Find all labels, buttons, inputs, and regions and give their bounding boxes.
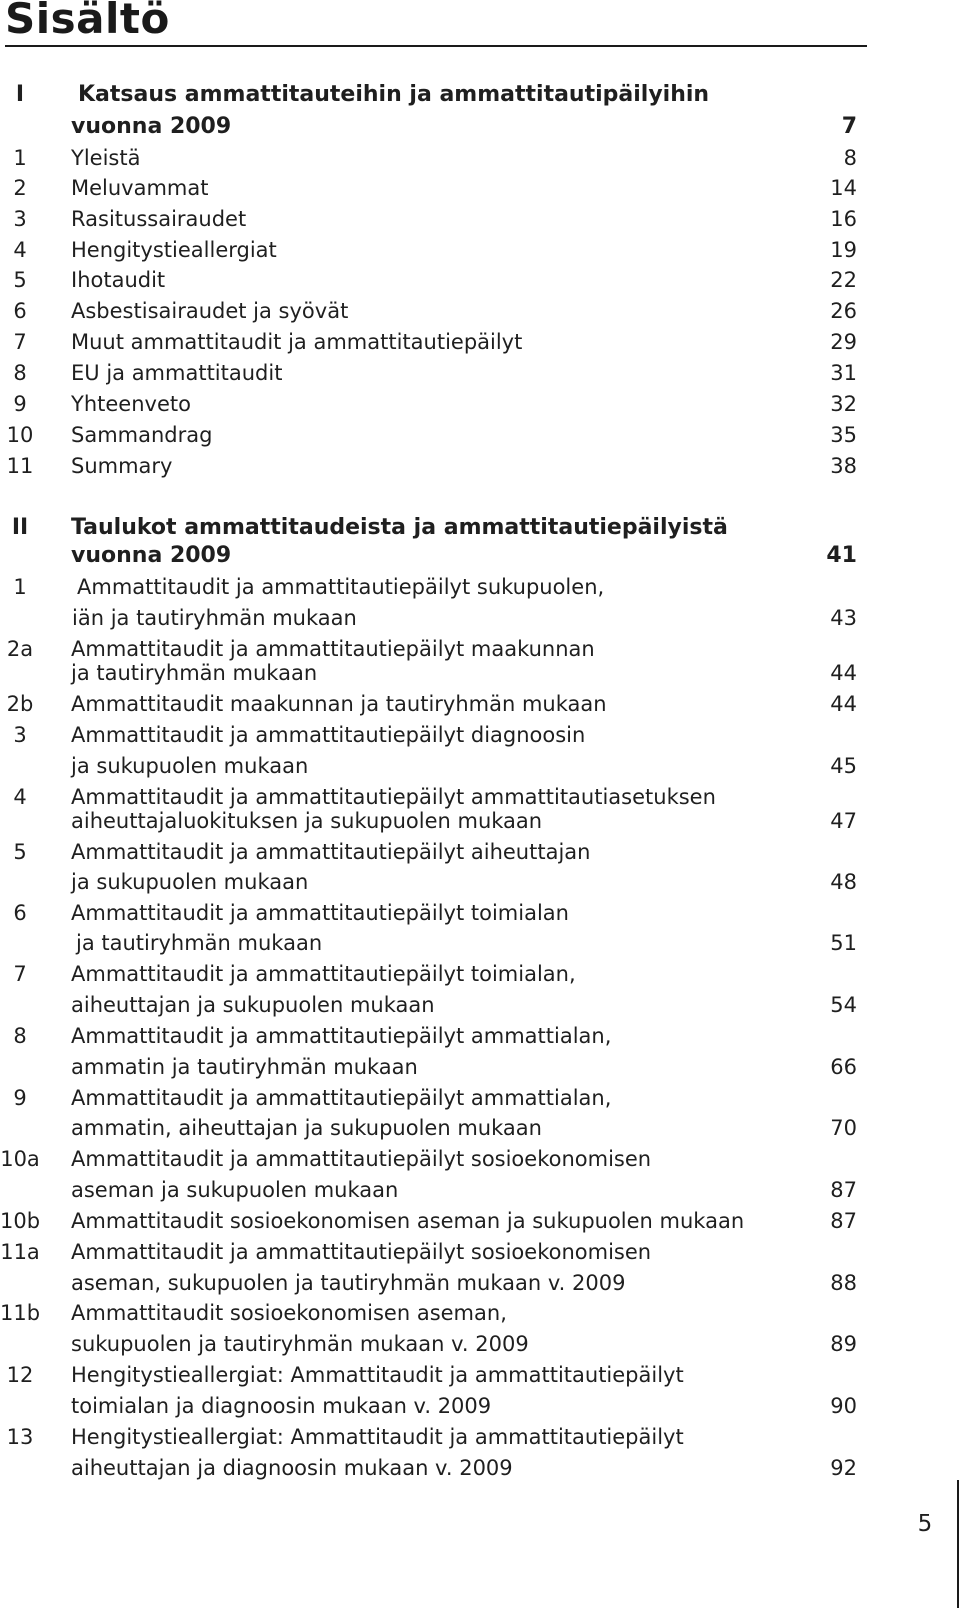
toc-entry-title: Yhteenveto bbox=[71, 392, 191, 416]
toc-entry bbox=[0, 1453, 860, 1483]
toc-entry bbox=[0, 898, 860, 928]
toc-entry-number: 10 bbox=[6, 423, 34, 447]
toc-entry-title: Sammandrag bbox=[71, 423, 213, 447]
toc-entry-title: Ammattitaudit ja ammattitautiepäilyt ammattialan, bbox=[71, 1086, 612, 1110]
toc-entry-number: 3 bbox=[13, 723, 27, 747]
toc-entry-title: ja sukupuolen mukaan bbox=[71, 870, 309, 894]
toc-entry-title: iän ja tautiryhmän mukaan bbox=[72, 606, 357, 630]
toc-entry bbox=[0, 80, 860, 110]
toc-entry bbox=[0, 265, 860, 295]
toc-entry bbox=[0, 451, 860, 481]
toc-entry-page: 31 bbox=[830, 361, 857, 385]
toc-entry-title: toimialan ja diagnoosin mukaan v. 2009 bbox=[71, 1394, 492, 1418]
toc-entry bbox=[0, 1329, 860, 1359]
toc-entry-page: 45 bbox=[830, 754, 857, 778]
toc-entry-page: 70 bbox=[830, 1116, 857, 1140]
toc-entry-number: 4 bbox=[13, 785, 27, 809]
toc-entry-page: 19 bbox=[830, 238, 857, 262]
toc-entry-title: ammatin ja tautiryhmän mukaan bbox=[71, 1055, 418, 1079]
toc-entry bbox=[0, 513, 860, 543]
toc-entry-title: Hengitystieallergiat: Ammattitaudit ja ammattitautiepäilyt bbox=[71, 1363, 684, 1387]
toc-entry bbox=[0, 327, 860, 357]
toc-entry-number: 8 bbox=[13, 361, 27, 385]
toc-entry-title: Ammattitaudit ja ammattitautiepäilyt sosioekonomisen bbox=[71, 1147, 652, 1171]
toc-entry-title: ja tautiryhmän mukaan bbox=[76, 931, 323, 955]
toc-entry bbox=[0, 112, 860, 142]
toc-entry-title: Ammattitaudit ja ammattitautiepäilyt ammattialan, bbox=[71, 1024, 612, 1048]
toc-entry-page: 43 bbox=[830, 606, 857, 630]
toc-entry bbox=[0, 572, 860, 602]
toc-entry bbox=[0, 689, 860, 719]
toc-entry-title: vuonna 2009 bbox=[71, 114, 232, 139]
toc-entry bbox=[0, 1206, 860, 1236]
toc-entry bbox=[0, 1298, 860, 1328]
toc-entry-page: 8 bbox=[843, 146, 857, 170]
page-title: Sisältö bbox=[5, 0, 170, 43]
toc-entry-title: ja sukupuolen mukaan bbox=[71, 754, 309, 778]
title-divider bbox=[5, 45, 867, 47]
toc-entry bbox=[0, 928, 860, 958]
toc-entry bbox=[0, 1422, 860, 1452]
toc-entry bbox=[0, 420, 860, 450]
toc-entry-page: 7 bbox=[841, 114, 857, 139]
toc-entry bbox=[0, 204, 860, 234]
page-number: 5 bbox=[917, 1511, 933, 1537]
toc-entry-title: Ammattitaudit ja ammattitautiepäilyt sukupuolen, bbox=[77, 575, 605, 599]
toc-entry-page: 41 bbox=[826, 543, 857, 568]
toc-entry-title: Ammattitaudit ja ammattitautiepäilyt toimialan, bbox=[71, 962, 576, 986]
toc-entry-number: 11a bbox=[0, 1240, 40, 1264]
toc-entry-page: 22 bbox=[830, 268, 857, 292]
toc-entry bbox=[0, 806, 860, 836]
toc-entry bbox=[0, 1144, 860, 1174]
toc-entry-title: Ammattitaudit ja ammattitautiepäilyt maakunnan bbox=[71, 637, 595, 661]
toc-entry bbox=[0, 1175, 860, 1205]
toc-entry-title: aiheuttajan ja sukupuolen mukaan bbox=[71, 993, 435, 1017]
toc-entry-title: ja tautiryhmän mukaan bbox=[71, 661, 318, 685]
toc-entry bbox=[0, 235, 860, 265]
toc-entry-title: Ammattitaudit ja ammattitautiepäilyt sosioekonomisen bbox=[71, 1240, 652, 1264]
toc-entry-title: Ihotaudit bbox=[71, 268, 166, 292]
toc-entry-page: 44 bbox=[830, 661, 857, 685]
toc-entry-title: Yleistä bbox=[71, 146, 141, 170]
toc-entry-number: 7 bbox=[13, 962, 27, 986]
toc-entry-page: 88 bbox=[830, 1271, 857, 1295]
toc-entry-page: 29 bbox=[830, 330, 857, 354]
toc-entry-number: 5 bbox=[13, 268, 27, 292]
toc-entry-title: Summary bbox=[71, 454, 173, 478]
toc-entry bbox=[0, 751, 860, 781]
toc-entry-number: 9 bbox=[13, 392, 27, 416]
toc-entry-title: vuonna 2009 bbox=[71, 543, 232, 568]
toc-entry-page: 66 bbox=[830, 1055, 857, 1079]
toc-entry-title: Meluvammat bbox=[71, 176, 209, 200]
toc-entry-page: 26 bbox=[830, 299, 857, 323]
toc-entry-title: Ammattitaudit ja ammattitautiepäilyt diagnoosin bbox=[71, 723, 586, 747]
toc-entry-title: EU ja ammattitaudit bbox=[71, 361, 283, 385]
toc-entry-title: Ammattitaudit ja ammattitautiepäilyt toimialan bbox=[71, 901, 569, 925]
toc-entry-number: 11b bbox=[0, 1301, 41, 1325]
toc-entry-number: 12 bbox=[6, 1363, 34, 1387]
toc-entry-title: Katsaus ammattitauteihin ja ammattitautipäilyihin bbox=[78, 82, 710, 107]
toc-entry-number: 2 bbox=[13, 176, 27, 200]
toc-entry bbox=[0, 658, 860, 688]
toc-entry bbox=[0, 959, 860, 989]
toc-entry-title: Muut ammattitaudit ja ammattitautiepäilyt bbox=[71, 330, 523, 354]
toc-entry-number: 6 bbox=[13, 901, 27, 925]
toc-entry bbox=[0, 1268, 860, 1298]
toc-entry bbox=[0, 358, 860, 388]
toc-entry-page: 92 bbox=[830, 1456, 857, 1480]
toc-entry bbox=[0, 389, 860, 419]
toc-entry-number: 6 bbox=[13, 299, 27, 323]
toc-entry-title: aiheuttajaluokituksen ja sukupuolen mukaan bbox=[71, 809, 543, 833]
toc-entry-title: Ammattitaudit sosioekonomisen aseman, bbox=[71, 1301, 507, 1325]
toc-entry bbox=[0, 720, 860, 750]
toc-entry-title: ammatin, aiheuttajan ja sukupuolen mukaan bbox=[71, 1116, 542, 1140]
toc-entry-page: 35 bbox=[830, 423, 857, 447]
toc-entry bbox=[0, 541, 860, 571]
toc-entry-title: Taulukot ammattitaudeista ja ammattitautiepäilyistä bbox=[71, 515, 728, 540]
toc-entry-title: Ammattitaudit maakunnan ja tautiryhmän mukaan bbox=[71, 692, 607, 716]
toc-entry-page: 87 bbox=[830, 1178, 857, 1202]
toc-entry-number: 9 bbox=[13, 1086, 27, 1110]
toc-entry-number: 10a bbox=[0, 1147, 40, 1171]
toc-entry bbox=[0, 837, 860, 867]
toc-entry-number: 10b bbox=[0, 1209, 41, 1233]
toc-entry-page: 44 bbox=[830, 692, 857, 716]
toc-entry-number: I bbox=[15, 82, 25, 107]
toc-entry bbox=[0, 867, 860, 897]
toc-entry-page: 16 bbox=[830, 207, 857, 231]
toc-entry-title: Ammattitaudit sosioekonomisen aseman ja sukupuolen mukaan bbox=[71, 1209, 745, 1233]
toc-entry-number: 2b bbox=[6, 692, 34, 716]
toc-entry-number: 8 bbox=[13, 1024, 27, 1048]
toc-entry-title: aseman ja sukupuolen mukaan bbox=[71, 1178, 399, 1202]
toc-entry-number: 2a bbox=[6, 637, 34, 661]
toc-entry-page: 87 bbox=[830, 1209, 857, 1233]
toc-entry bbox=[0, 1021, 860, 1051]
toc-entry-title: Ammattitaudit ja ammattitautiepäilyt aiheuttajan bbox=[71, 840, 591, 864]
toc-entry-page: 51 bbox=[830, 931, 857, 955]
toc-entry bbox=[0, 1083, 860, 1113]
toc-entry-number: 4 bbox=[13, 238, 27, 262]
toc-entry-title: Rasitussairaudet bbox=[71, 207, 247, 231]
toc-entry bbox=[0, 296, 860, 326]
toc-entry-number: 13 bbox=[6, 1425, 34, 1449]
toc-entry-number: 11 bbox=[6, 454, 34, 478]
margin-rule bbox=[957, 1480, 959, 1608]
toc-entry bbox=[0, 1391, 860, 1421]
toc-entry-number: 7 bbox=[13, 330, 27, 354]
toc-entry-number: 3 bbox=[13, 207, 27, 231]
toc-entry-title: aiheuttajan ja diagnoosin mukaan v. 2009 bbox=[71, 1456, 513, 1480]
toc-entry-page: 47 bbox=[830, 809, 857, 833]
toc-entry bbox=[0, 990, 860, 1020]
toc-entry-number: II bbox=[11, 515, 29, 540]
toc-entry-title: sukupuolen ja tautiryhmän mukaan v. 2009 bbox=[71, 1332, 529, 1356]
toc-entry-title: Asbestisairaudet ja syövät bbox=[71, 299, 349, 323]
toc-entry-title: Hengitystieallergiat bbox=[71, 238, 277, 262]
toc-entry bbox=[0, 143, 860, 173]
toc-entry-page: 14 bbox=[830, 176, 857, 200]
toc-entry-page: 90 bbox=[830, 1394, 857, 1418]
toc-entry-number: 5 bbox=[13, 840, 27, 864]
toc-entry bbox=[0, 603, 860, 633]
toc-entry-page: 54 bbox=[830, 993, 857, 1017]
toc-entry-page: 32 bbox=[830, 392, 857, 416]
toc-entry bbox=[0, 1113, 860, 1143]
toc-entry-page: 48 bbox=[830, 870, 857, 894]
toc-entry-page: 89 bbox=[830, 1332, 857, 1356]
toc-entry-number: 1 bbox=[13, 146, 27, 170]
toc-entry bbox=[0, 173, 860, 203]
toc-entry bbox=[0, 1360, 860, 1390]
toc-entry bbox=[0, 1052, 860, 1082]
toc-entry-title: Ammattitaudit ja ammattitautiepäilyt ammattitautiasetuksen bbox=[71, 785, 716, 809]
toc-entry-number: 1 bbox=[13, 575, 27, 599]
toc-entry-title: aseman, sukupuolen ja tautiryhmän mukaan v. 2009 bbox=[71, 1271, 626, 1295]
toc-entry-title: Hengitystieallergiat: Ammattitaudit ja ammattitautiepäilyt bbox=[71, 1425, 684, 1449]
toc-entry-page: 38 bbox=[830, 454, 857, 478]
toc-entry bbox=[0, 1237, 860, 1267]
